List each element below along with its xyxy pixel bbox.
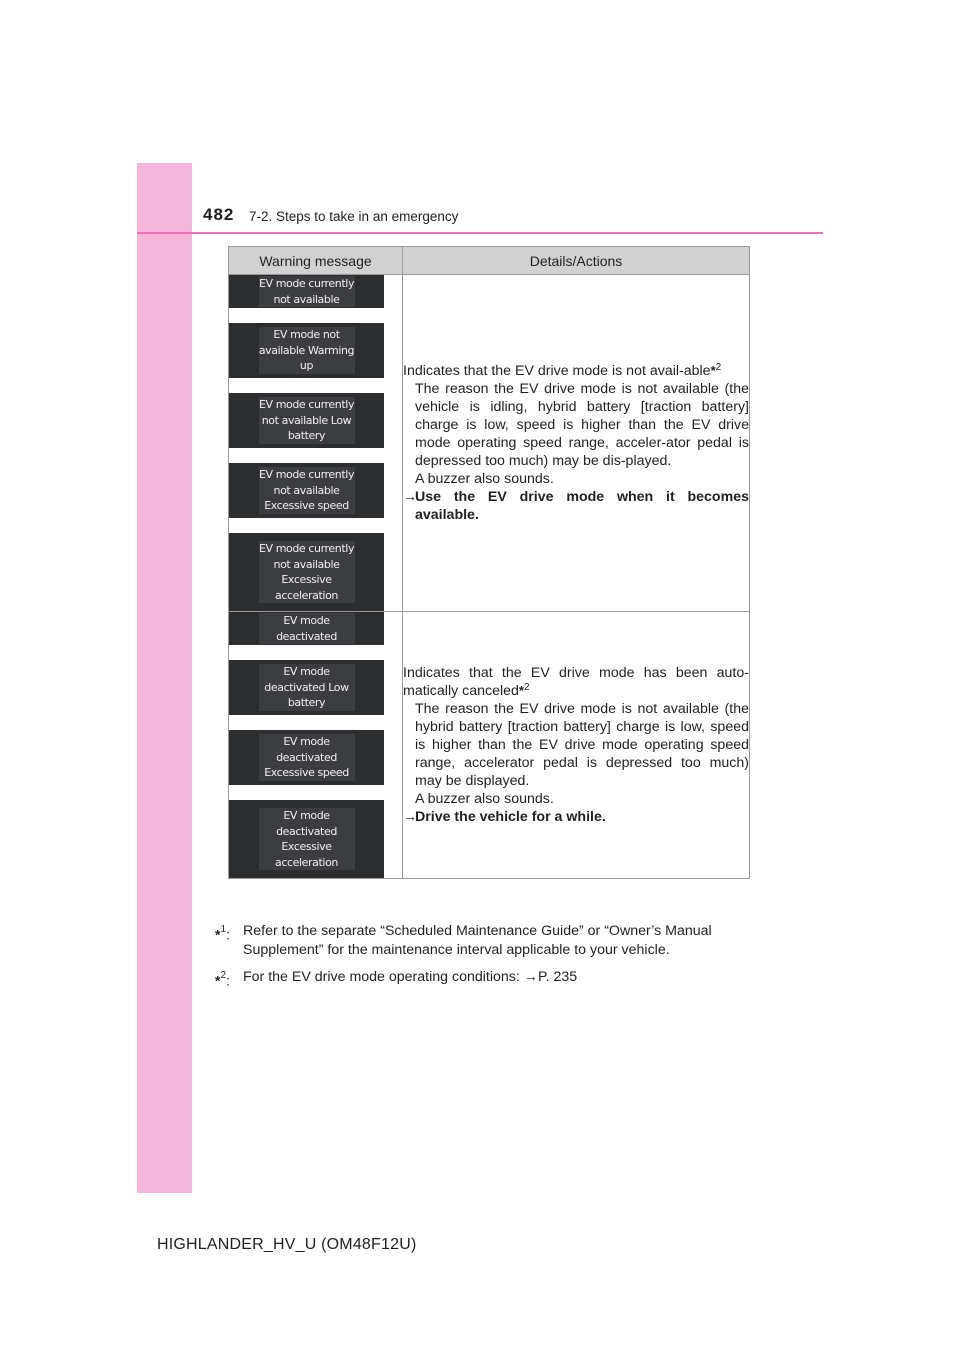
footnote-marker (215, 922, 243, 960)
column-header-warning-message: Warning message (229, 247, 403, 275)
footnote-number: 1 (220, 924, 227, 935)
warning-screen-text: EV mode deactivated Excessive acceleration (259, 808, 355, 870)
footnote-ref: 2 (715, 362, 722, 373)
details-actions-cell (403, 612, 750, 879)
footnote-ref: 2 (523, 682, 530, 693)
footnote-colon: : (226, 973, 230, 990)
warning-message-cell (229, 275, 403, 612)
arrow-right-icon: → (403, 489, 418, 505)
details-action (403, 488, 749, 524)
footnote-text: For the EV drive mode operating conditions: →P. 235 (243, 969, 578, 985)
footnote-number: 2 (220, 970, 227, 981)
warning-screen-text: EV mode deactivated (259, 613, 355, 644)
footnote-star: * (710, 363, 716, 378)
details-reason: The reason the EV drive mode is not available (the hybrid battery [traction battery] charge is low, speed is higher than the EV drive mode operating speed range, accelerator pedal is depressed too much) may be displayed. (415, 701, 749, 789)
footnote-star: * (215, 972, 221, 989)
footnotes (215, 922, 755, 1000)
warning-screen-text: EV mode deactivated Low battery (259, 664, 355, 711)
footnote-marker (215, 968, 243, 992)
footnote-star: * (518, 683, 524, 698)
warning-screen-text: EV mode currently not available Excessive acceleration (258, 542, 355, 602)
warning-screen-image (229, 463, 384, 518)
warning-screen-text: EV mode currently not available (258, 277, 355, 306)
table-row (229, 275, 750, 612)
warning-screen-image (229, 323, 384, 378)
warning-screen-image (229, 730, 384, 785)
table-header-row (229, 247, 750, 275)
details-action (403, 808, 749, 826)
details-intro (403, 362, 749, 380)
column-header-details-actions: Details/Actions (403, 247, 750, 275)
side-color-band (137, 163, 192, 1193)
details-intro (403, 664, 749, 700)
details-reason: The reason the EV drive mode is not available (the vehicle is idling, hybrid battery [traction battery] charge is low, speed is higher than the EV drive mode operating speed range, acceler-ator pedal is depressed too much) may be dis-played. (415, 381, 749, 469)
warning-screen-image (229, 800, 384, 878)
footnote-star: * (215, 926, 221, 943)
header-rule (137, 232, 823, 234)
warning-screen-text: EV mode not available Warming up (258, 328, 355, 373)
details-actions-cell (403, 275, 750, 612)
section-title: 7-2. Steps to take in an emergency (249, 209, 459, 224)
warning-message-cell (229, 612, 403, 879)
details-intro-text: Indicates that the EV drive mode is not avail-able (403, 363, 711, 379)
details-action-text: Drive the vehicle for a while. (415, 809, 606, 825)
footnote-item (215, 968, 755, 992)
footnote-text: Refer to the separate “Scheduled Maintenance Guide” or “Owner’s Manual Supplement” for the maintenance interval applicable to your vehicle. (243, 923, 712, 958)
warning-message-table (228, 246, 750, 879)
warning-screen-image (229, 533, 384, 611)
document-code: HIGHLANDER_HV_U (OM48F12U) (157, 1236, 417, 1253)
details-intro-text: Indicates that the EV drive mode has been auto-matically canceled (403, 665, 749, 699)
page-number: 482 (203, 205, 235, 224)
details-buzzer: A buzzer also sounds. (415, 791, 554, 807)
warning-screen-image (229, 393, 384, 448)
table-row (229, 612, 750, 879)
warning-screen-image (229, 660, 384, 715)
warning-screen-image (229, 612, 384, 645)
details-buzzer: A buzzer also sounds. (415, 471, 554, 487)
arrow-right-icon: → (403, 809, 418, 825)
footnote-colon: : (226, 927, 230, 944)
details-action-text: Use the EV drive mode when it becomes available. (415, 489, 749, 523)
warning-screen-text: EV mode currently not available Excessive speed (258, 468, 355, 513)
footnote-item (215, 922, 755, 960)
warning-screen-image (229, 275, 384, 308)
warning-screen-text: EV mode currently not available Low battery (258, 398, 355, 443)
warning-screen-text: EV mode deactivated Excessive speed (259, 734, 355, 781)
